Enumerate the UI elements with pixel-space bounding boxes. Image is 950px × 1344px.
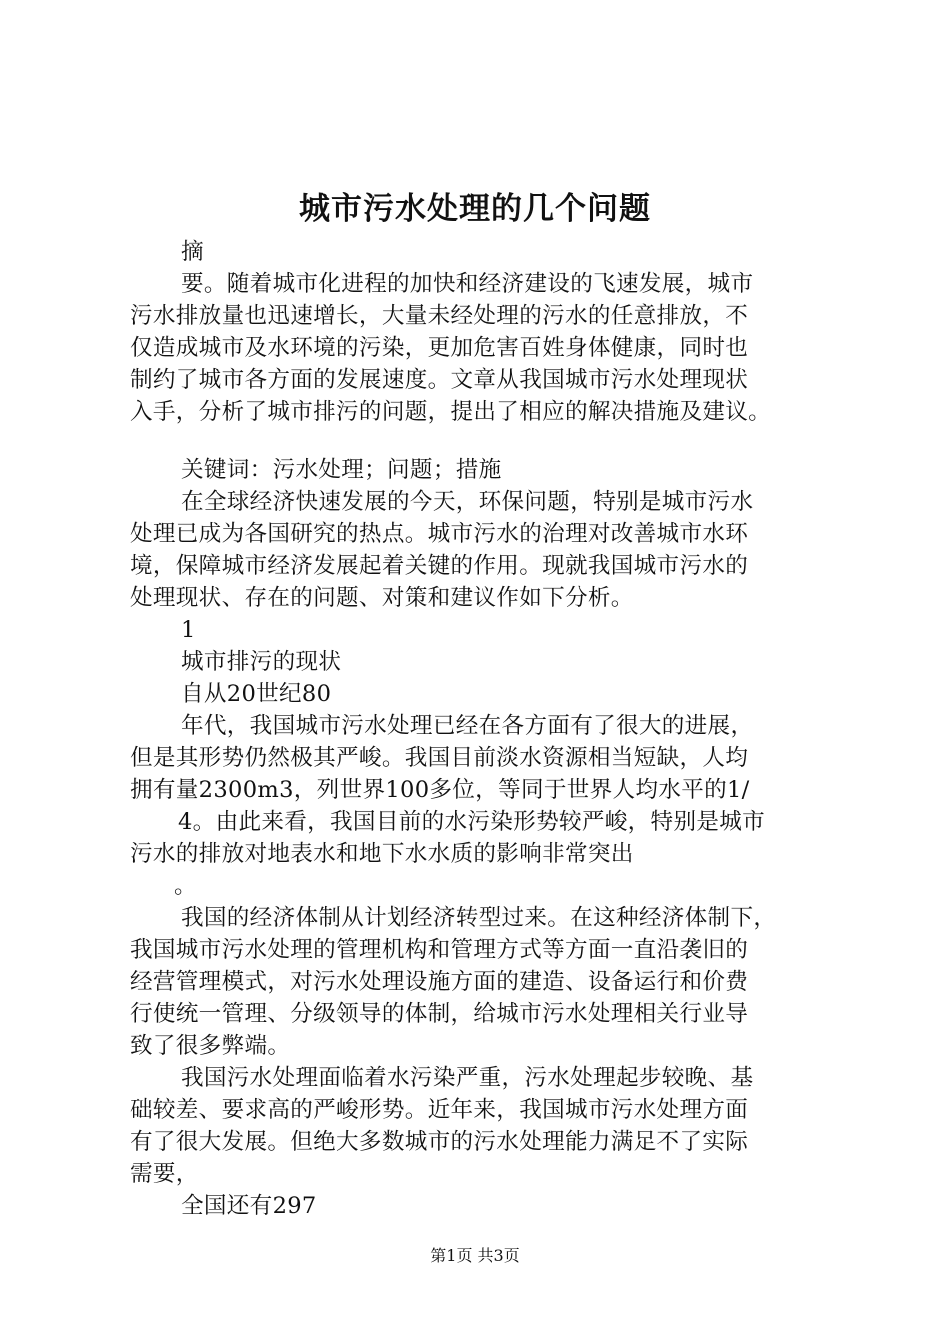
text-line: 经营管理模式，对污水处理设施方面的建造、设备运行和价费 — [130, 969, 749, 995]
text-line: 污水的排放对地表水和地下水水质的影响非常突出 — [130, 841, 634, 867]
text-line: 致了很多弊端。 — [130, 1033, 291, 1059]
text-line: 但是其形势仍然极其严峻。我国目前淡水资源相当短缺，人均 — [130, 745, 749, 771]
text-line: 年代，我国城市污水处理已经在各方面有了很大的进展， — [181, 713, 754, 739]
text-line: 有了很大发展。但绝大多数城市的污水处理能力满足不了实际 — [130, 1129, 749, 1155]
text-line: 行使统一管理、分级领导的体制，给城市污水处理相关行业导 — [130, 1001, 749, 1027]
keywords-line: 关键词：污水处理；问题；措施 — [181, 457, 502, 483]
text-line: 自从20世纪80 — [181, 681, 332, 707]
text-line: 要。随着城市化进程的加快和经济建设的飞速发展，城市 — [181, 271, 754, 297]
text-line: 我国污水处理面临着水污染严重，污水处理起步较晚、基 — [181, 1065, 754, 1091]
text-line: 境，保障城市经济发展起着关键的作用。现就我国城市污水的 — [130, 553, 749, 579]
text-line: 础较差、要求高的严峻形势。近年来，我国城市污水处理方面 — [130, 1097, 749, 1123]
text-line: 处理已成为各国研究的热点。城市污水的治理对改善城市水环 — [130, 521, 749, 547]
text-line: 我国城市污水处理的管理机构和管理方式等方面一直沿袭旧的 — [130, 937, 749, 963]
body-text — [130, 236, 846, 1222]
page-footer: 第1页 共3页 — [430, 1246, 520, 1265]
text-line: 污水排放量也迅速增长，大量未经处理的污水的任意排放，不 — [130, 303, 749, 329]
paragraph-gap — [130, 428, 846, 454]
text-line: 需要， — [130, 1161, 199, 1187]
text-line: 拥有量2300m3，列世界100多位，等同于世界人均水平的1/ — [130, 777, 750, 803]
text-line: 在全球经济快速发展的今天，环保问题，特别是城市污水 — [181, 489, 754, 515]
text-line: 处理现状、存在的问题、对策和建议作如下分析。 — [130, 585, 634, 611]
text-line: 制约了城市各方面的发展速度。文章从我国城市污水处理现状 — [130, 367, 749, 393]
page-title: 城市污水处理的几个问题 — [299, 191, 651, 227]
text-line: 仅造成城市及水环境的污染，更加危害百姓身体健康，同时也 — [130, 335, 749, 361]
text-line: 我国的经济体制从计划经济转型过来。在这种经济体制下， — [181, 905, 777, 931]
section-number: 1 — [181, 617, 196, 643]
text-line: 。 — [174, 873, 197, 899]
text-line: 入手，分析了城市排污的问题，提出了相应的解决措施及建议。 — [130, 399, 772, 425]
text-line: 全国还有297 — [181, 1193, 317, 1219]
abstract-label: 摘 — [181, 239, 204, 265]
section-heading: 城市排污的现状 — [181, 649, 342, 675]
text-line: 4。由此来看，我国目前的水污染形势较严峻，特别是城市 — [178, 809, 766, 835]
